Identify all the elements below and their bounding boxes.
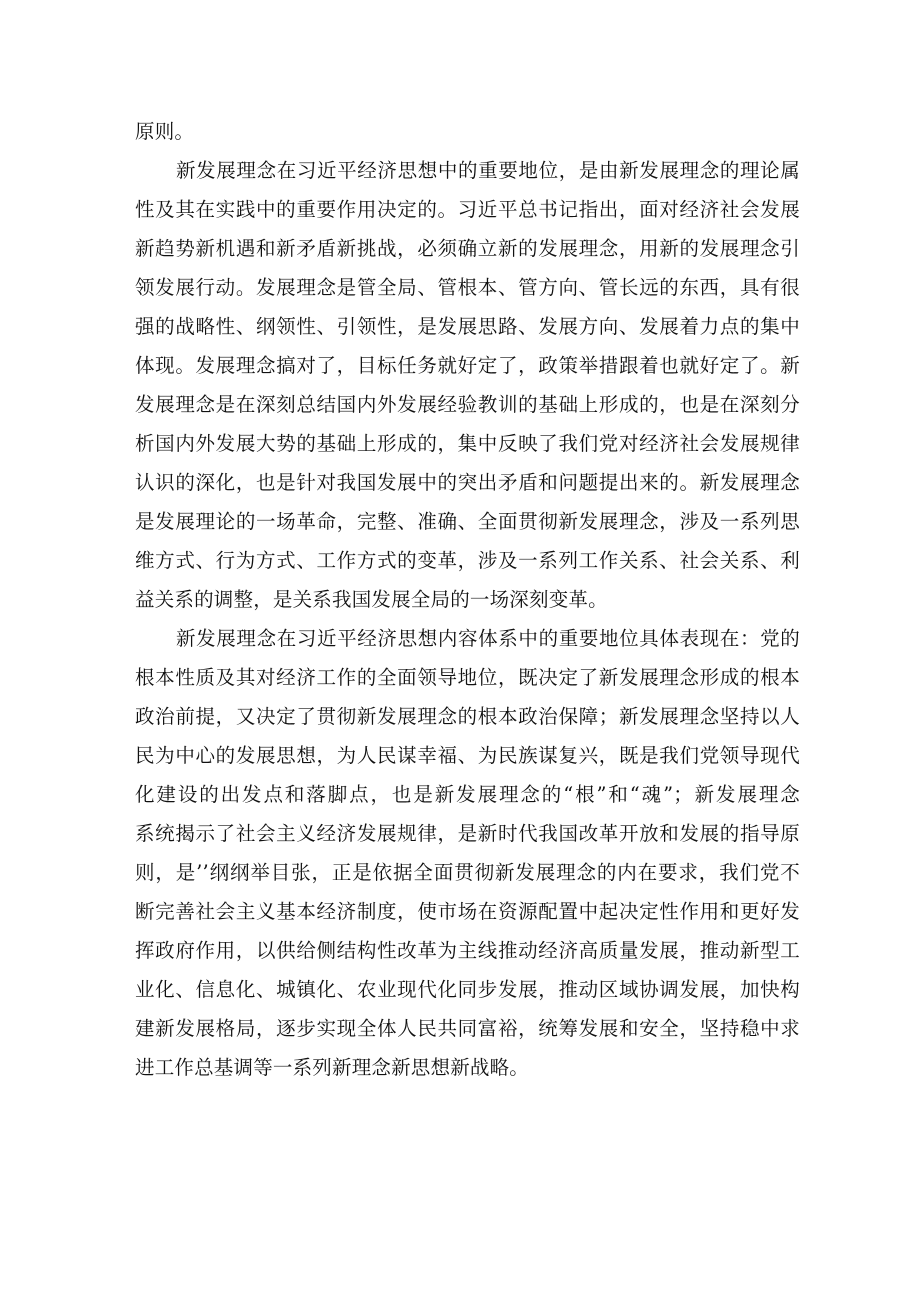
paragraph-line: 益关系的调整，是关系我国发展全局的一场深刻变革。: [135, 588, 608, 611]
paragraph-line: 认识的深化，也是针对我国发展中的突出矛盾和问题提出来的。新发展理念: [135, 471, 800, 494]
body-text: [135, 112, 800, 1087]
paragraph-line: 进工作总基调等一系列新理念新思想新战略。: [135, 1056, 530, 1079]
paragraph-line: 领发展行动。发展理念是管全局、管根本、管方向、管长远的东西，具有很: [135, 276, 800, 299]
paragraph-line: 维方式、行为方式、工作方式的变革，涉及一系列工作关系、社会关系、利: [135, 549, 800, 572]
paragraph-line: 系统揭示了社会主义经济发展规律，是新时代我国改革开放和发展的指导原: [135, 822, 800, 845]
paragraph-line: 挥政府作用，以供给侧结构性改革为主线推动经济高质量发展，推动新型工: [135, 939, 800, 962]
paragraph-line: 建新发展格局，逐步实现全体人民共同富裕，统筹发展和安全，坚持稳中求: [135, 1017, 800, 1040]
paragraph-3: [135, 619, 800, 1087]
paragraph-line: 断完善社会主义基本经济制度，使市场在资源配置中起决定性作用和更好发: [135, 900, 800, 923]
paragraph-line: 则，是’’纲纲举目张，正是依据全面贯彻新发展理念的内在要求，我们党不: [135, 861, 800, 884]
paragraph-line: 是发展理论的一场革命，完整、准确、全面贯彻新发展理念，涉及一系列思: [135, 510, 800, 533]
paragraph-line: 强的战略性、纲领性、引领性，是发展思路、发展方向、发展着力点的集中: [135, 315, 800, 338]
paragraph-line: 政治前提，又决定了贯彻新发展理念的根本政治保障；新发展理念坚持以人: [135, 705, 800, 728]
paragraph-line: 体现。发展理念搞对了，目标任务就好定了，政策举措跟着也就好定了。新: [135, 354, 800, 377]
paragraph-line: 根本性质及其对经济工作的全面领导地位，既决定了新发展理念形成的根本: [135, 666, 800, 689]
paragraph-line: 新趋势新机遇和新矛盾新挑战，必须确立新的发展理念，用新的发展理念引: [135, 237, 800, 260]
paragraph-line: 民为中心的发展思想，为人民谋幸福、为民族谋复兴，既是我们党领导现代: [135, 744, 800, 767]
paragraph-line: 发展理念是在深刻总结国内外发展经验教训的基础上形成的，也是在深刻分: [135, 393, 800, 416]
paragraph-line: 新发展理念在习近平经济思想中的重要地位，是由新发展理念的理论属: [176, 159, 800, 182]
paragraph-line: 原则。: [135, 120, 195, 143]
paragraph-1: [135, 112, 800, 151]
paragraph-line: 新发展理念在习近平经济思想内容体系中的重要地位具体表现在：党的: [176, 627, 800, 650]
paragraph-line: 业化、信息化、城镇化、农业现代化同步发展，推动区域协调发展，加快构: [135, 978, 800, 1001]
paragraph-line: 化建设的出发点和落脚点，也是新发展理念的“根”和“魂”；新发展理念: [135, 783, 800, 806]
paragraph-line: 析国内外发展大势的基础上形成的，集中反映了我们党对经济社会发展规律: [135, 432, 800, 455]
paragraph-line: 性及其在实践中的重要作用决定的。习近平总书记指出，面对经济社会发展: [135, 198, 800, 221]
paragraph-2: [135, 151, 800, 619]
